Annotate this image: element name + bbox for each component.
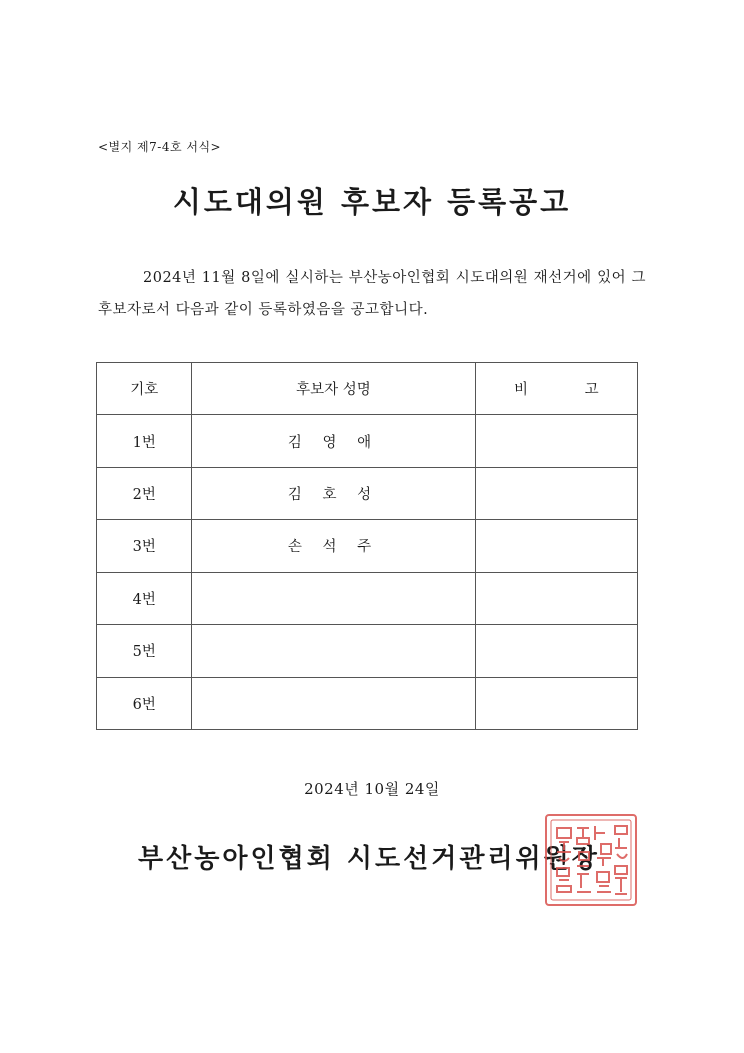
row-note	[475, 625, 637, 677]
header-number: 기호	[97, 363, 192, 415]
form-code-label: <별지 제7-4호 서식>	[98, 140, 222, 154]
table-row	[97, 467, 638, 519]
header-name: 후보자 성명	[192, 363, 475, 415]
row-name	[192, 572, 475, 624]
page-title: 시도대의원 후보자 등록공고	[172, 185, 572, 219]
row-name	[192, 677, 475, 729]
row-number: 3번	[97, 520, 192, 572]
table-row	[97, 520, 638, 572]
row-number: 6번	[97, 677, 192, 729]
table-row	[97, 415, 638, 467]
row-number: 1번	[97, 415, 192, 467]
header-note: 비 고	[475, 363, 637, 415]
table-row	[97, 677, 638, 729]
row-name: 손 석 주	[192, 520, 475, 572]
table-row	[97, 625, 638, 677]
row-name: 김 호 성	[192, 467, 475, 519]
notice-paragraph: 2024년 11월 8일에 실시하는 부산농아인협회 시도대의원 재선거에 있어 그 후보자로서 다음과 같이 등록하였음을 공고합니다.	[98, 270, 646, 318]
row-note	[475, 677, 637, 729]
row-number: 4번	[97, 572, 192, 624]
table-header-row	[97, 363, 638, 415]
row-note	[475, 467, 637, 519]
row-note	[475, 572, 637, 624]
notice-date: 2024년 10월 24일	[304, 780, 440, 798]
official-seal-icon	[543, 812, 639, 908]
table-row	[97, 572, 638, 624]
row-number: 5번	[97, 625, 192, 677]
row-name: 김 영 애	[192, 415, 475, 467]
row-name	[192, 625, 475, 677]
row-note	[475, 520, 637, 572]
candidate-table	[96, 362, 638, 730]
row-note	[475, 415, 637, 467]
issuing-authority: 부산농아인협회 시도선거관리위원장	[138, 844, 600, 874]
row-number: 2번	[97, 467, 192, 519]
